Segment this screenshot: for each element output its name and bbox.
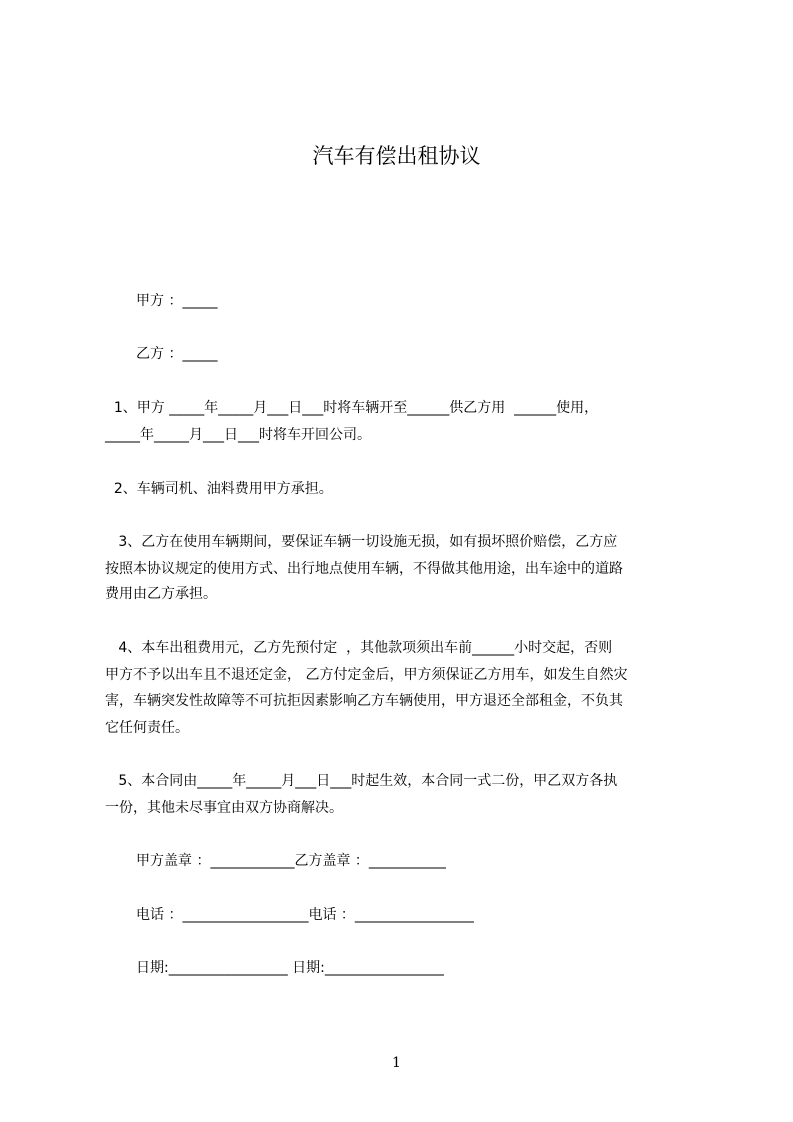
clause-5-line-2: 一份，其他未尽事宜由双方协商解决。 (105, 800, 343, 816)
clause-4-line-4: 它任何责任。 (105, 720, 189, 736)
clause-1-line-2: _____年_____月___日___时将车开回公司。 (105, 427, 371, 443)
clause-5-line-1: 5、本合同由_____年_____月___日___时起生效，本合同一式二份，甲乙双方各执 (105, 773, 618, 789)
clause-2: 2、车辆司机、油料费用甲方承担。 (105, 481, 333, 497)
clause-3-line-3: 费用由乙方承担。 (105, 586, 217, 602)
clause-3-line-1: 3、乙方在使用车辆期间，要保证车辆一切设施无损，如有损坏照价赔偿，乙方应 (105, 534, 618, 550)
clause-4-line-2: 甲方不予以出车且不退还定金， 乙方付定金后，甲方须保证乙方用车，如发生自然灾 (105, 667, 628, 683)
clause-4-line-1: 4、本车出租费用元，乙方先预付定 ，其他款项须出车前______小时交起，否则 (105, 640, 613, 656)
clause-3-line-2: 按照本协议规定的使用方式、出行地点使用车辆，不得做其他用途，出车途中的道路 (105, 561, 623, 577)
phone-line: 电话 ：__________________电话 ：_________________ (136, 907, 474, 923)
date-line: 日期:_________________ 日期:_________________ (136, 960, 444, 976)
document-title: 汽车有偿出租协议 (312, 144, 481, 168)
page-number: 1 (392, 1055, 401, 1071)
party-a-line: 甲方 ：_____ (136, 293, 218, 309)
party-b-line: 乙方 ：_____ (136, 346, 218, 362)
seal-line: 甲方盖章 ：____________乙方盖章 ：___________ (136, 853, 446, 869)
clause-4-line-3: 害，车辆突发性故障等不可抗拒因素影响乙方车辆使用，甲方退还全部租金，不负其 (105, 693, 623, 709)
clause-1-line-1: 1、甲方 _____年_____月___日___时将车辆开至______供乙方用 ______使用， (105, 400, 599, 416)
